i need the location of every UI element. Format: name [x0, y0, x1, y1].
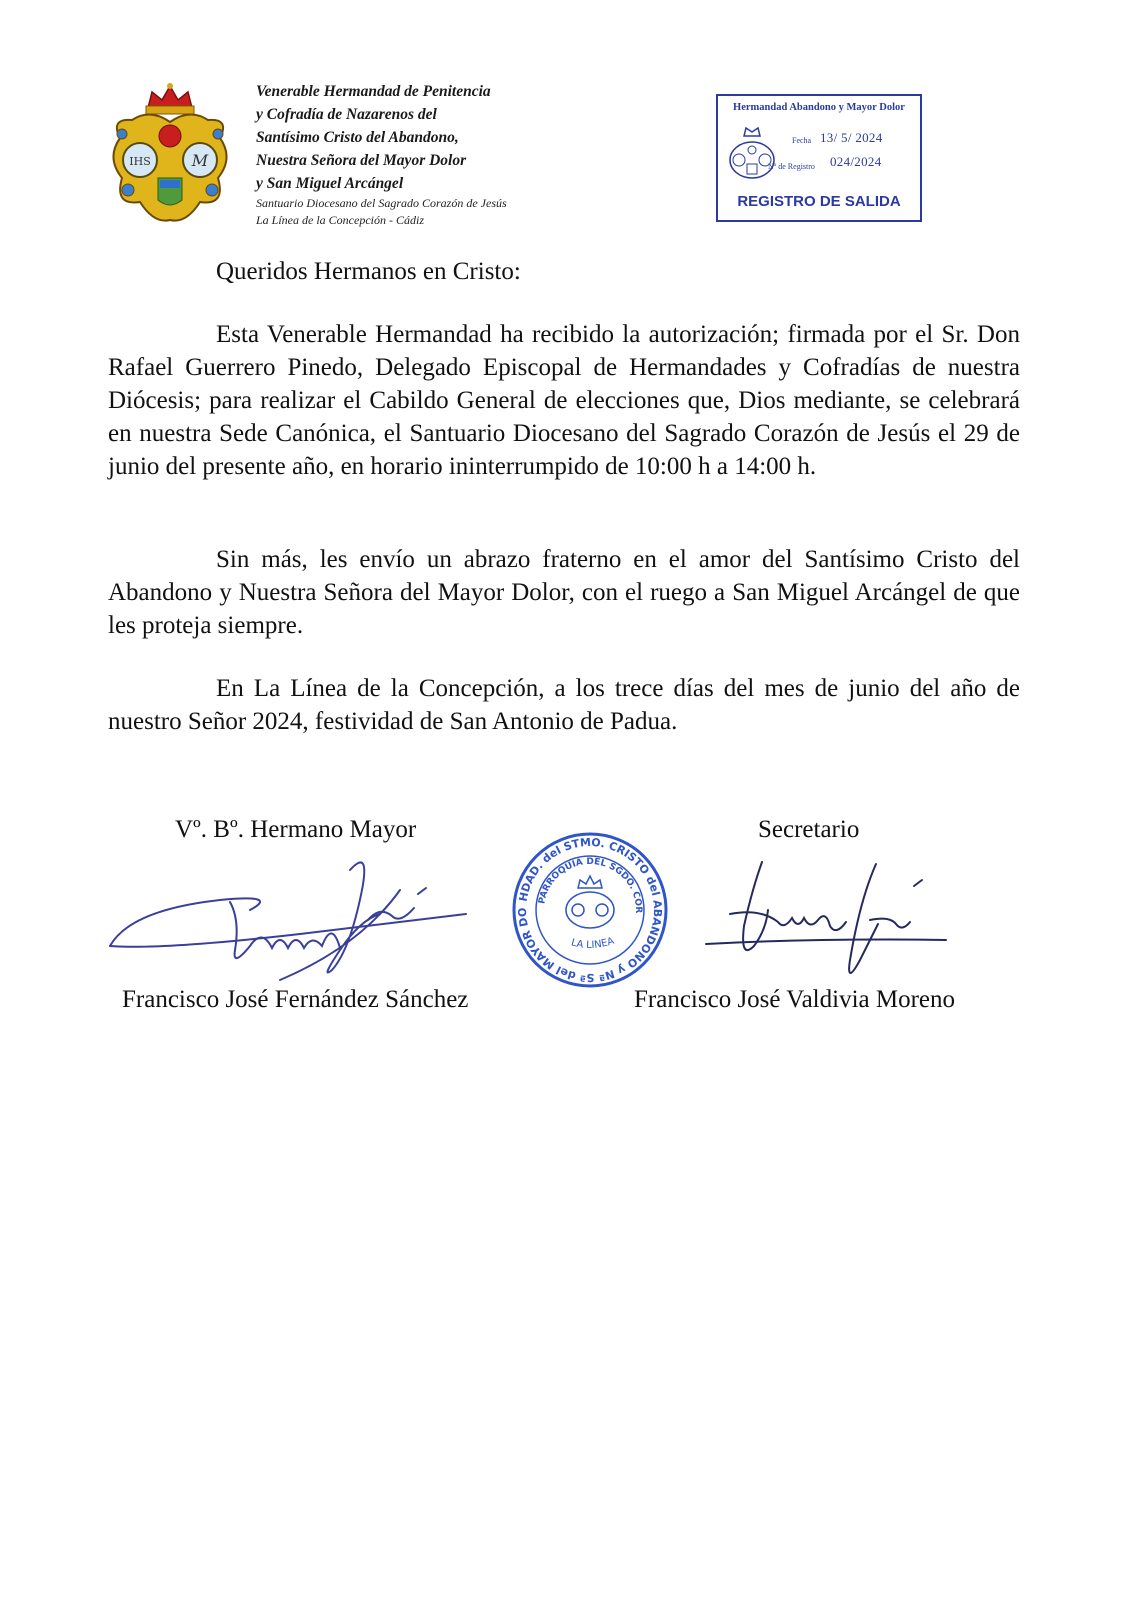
secretario-signature: [700, 850, 960, 995]
signature-label-right: Secretario: [758, 816, 860, 843]
org-subline: La Línea de la Concepción - Cádiz: [256, 213, 424, 227]
stamp-title: Hermandad Abandono y Mayor Dolor: [733, 102, 905, 113]
registry-stamp: [716, 94, 922, 222]
org-line: y San Miguel Arcángel: [256, 175, 404, 192]
signature-label-left: Vº. Bº. Hermano Mayor: [175, 816, 417, 843]
stamp-footer: REGISTRO DE SALIDA: [737, 193, 901, 210]
org-subline: Santuario Diocesano del Sagrado Corazón de Jesús: [256, 196, 507, 210]
paragraph: Esta Venerable Hermandad ha recibido la autorización; firmada por el Sr. Don Rafael Guerrero Pinedo, Delegado Episcopal de Hermandades y Cofradías de nuestra Diócesis; para realizar el Cabildo General de elecciones que, Dios mediante, se celebrará en nuestra Sede Canónica, el Santuario Diocesano del Sagrado Corazón de Jesús el 29 de junio del presente año, en horario ininterrumpido de 10:00 h a 14:00 h.: [108, 321, 1020, 480]
fecha-label: Fecha: [792, 136, 812, 145]
organization-header: [256, 80, 676, 229]
greeting: Queridos Hermanos en Cristo:: [216, 258, 521, 285]
brotherhood-seal: [510, 830, 670, 990]
stamp-crest-icon: [726, 124, 778, 184]
ihs-monogram: IHS: [129, 155, 151, 168]
brotherhood-crest-logo: [100, 78, 240, 228]
registro-label: Nº de Registro: [768, 162, 815, 171]
marian-monogram: M: [191, 151, 209, 170]
registro-value: 024/2024: [830, 154, 882, 169]
org-line: Venerable Hermandad de Penitencia: [256, 83, 491, 100]
org-line: Nuestra Señora del Mayor Dolor: [256, 152, 467, 169]
seal-bottom-text: LA LINEA: [569, 935, 616, 952]
paragraph: En La Línea de la Concepción, a los trece días del mes de junio del año de nuestro Señor 2024, festividad de San Antonio de Padua.: [108, 675, 1020, 735]
signatory-name-left: Francisco José Fernández Sánchez: [122, 986, 469, 1013]
seal-outer-text: HDAD. del STMO. CRISTO del ABANDONO y Nª Sª del MAYOR DO: [515, 835, 665, 985]
org-line: Santísimo Cristo del Abandono,: [256, 129, 459, 146]
org-line: y Cofradía de Nazarenos del: [256, 106, 437, 123]
fecha-value: 13/ 5/ 2024: [820, 130, 883, 145]
hermano-mayor-signature: [100, 850, 480, 995]
signatory-name-right: Francisco José Valdivia Moreno: [634, 986, 956, 1013]
paragraph: Sin más, les envío un abrazo fraterno en el amor del Santísimo Cristo del Abandono y Nuestra Señora del Mayor Dolor, con el ruego a San Miguel Arcángel de que les proteja siempre.: [108, 546, 1020, 639]
seal-inner-text: PARROQUIA DEL SGDO. COR: [537, 856, 644, 914]
